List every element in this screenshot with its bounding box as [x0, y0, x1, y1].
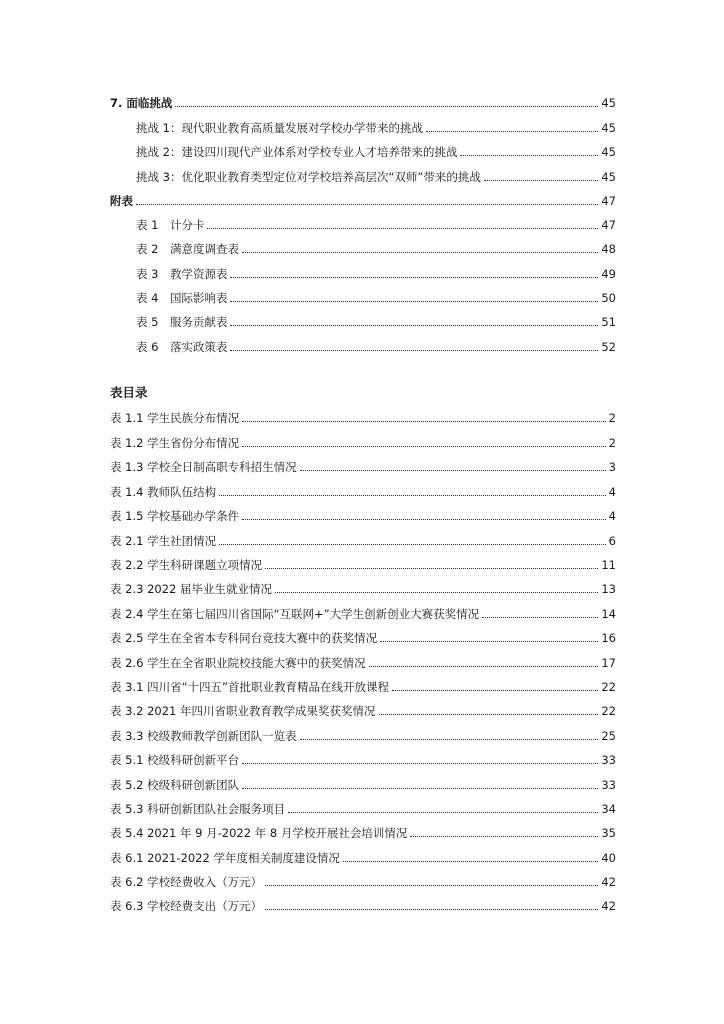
- leader-dots: [265, 909, 598, 910]
- toc-entry-page: 50: [601, 291, 616, 305]
- leader-dots: [242, 446, 606, 447]
- toc-entry-page: 14: [601, 607, 616, 621]
- leader-dots: [410, 836, 598, 837]
- toc-entry-page: 45: [601, 96, 616, 110]
- toc-entry-page: 49: [601, 267, 616, 281]
- toc-entry-title: 表 6.3 学校经费支出（万元）: [110, 899, 263, 913]
- toc-entry-challenge-3[interactable]: [136, 170, 616, 184]
- toc-entry-appendix[interactable]: [110, 194, 616, 208]
- toc-entry-title: 表 3 教学资源表: [136, 267, 228, 281]
- toc-entry-title: 表 4 国际影响表: [136, 291, 228, 305]
- leader-dots: [300, 470, 606, 471]
- toc-entry-title: 表 1.5 学校基础办学条件: [110, 509, 240, 523]
- toc-entry-title: 表 3.2 2021 年四川省职业教育教学成果奖获奖情况: [110, 704, 376, 718]
- toc-entry-title: 表 3.1 四川省“十四五”首批职业教育精品在线开放课程: [110, 680, 390, 694]
- toc-entry-title: 表 1.3 学校全日制高职专科招生情况: [110, 460, 297, 474]
- table-toc-entry[interactable]: [110, 558, 616, 572]
- toc-entry-title: 表 5.3 科研创新团队社会服务项目: [110, 802, 286, 816]
- table-toc-entry[interactable]: [110, 485, 616, 499]
- tables-toc-heading: 表目录: [110, 385, 148, 400]
- toc-entry-page: 4: [608, 509, 616, 523]
- table-toc-entry[interactable]: [110, 802, 616, 816]
- leader-dots: [242, 519, 606, 520]
- table-toc-entry[interactable]: [110, 729, 616, 743]
- table-toc-entry[interactable]: [110, 509, 616, 523]
- leader-dots: [175, 106, 598, 107]
- toc-entry-page: 3: [608, 460, 616, 474]
- toc-entry-page: 48: [601, 242, 616, 256]
- toc-entry-title: 表 5.1 校级科研创新平台: [110, 753, 240, 767]
- toc-entry-appendix-table-4[interactable]: [136, 291, 616, 305]
- toc-entry-title: 表 6.1 2021-2022 学年度相关制度建设情况: [110, 851, 340, 865]
- toc-entry-title: 表 3.3 校级教师教学创新团队一览表: [110, 729, 297, 743]
- toc-entry-title: 表 5.4 2021 年 9 月-2022 年 8 月学校开展社会培训情况: [110, 826, 408, 840]
- toc-entry-title: 表 1.1 学生民族分布情况: [110, 411, 240, 425]
- table-toc-entry[interactable]: [110, 582, 616, 596]
- leader-dots: [369, 666, 599, 667]
- toc-entry-title: 表 2.3 2022 届毕业生就业情况: [110, 582, 273, 596]
- leader-dots: [265, 885, 598, 886]
- toc-entry-page: 13: [601, 582, 616, 596]
- toc-entry-face-challenges[interactable]: [110, 96, 616, 110]
- leader-dots: [392, 690, 598, 691]
- toc-entry-page: 25: [601, 729, 616, 743]
- leader-dots: [207, 228, 598, 229]
- leader-dots: [230, 325, 598, 326]
- leader-dots: [242, 252, 598, 253]
- toc-entry-title: 挑战 1：现代职业教育高质量发展对学校办学带来的挑战: [136, 121, 423, 135]
- toc-entry-title: 表 1 计分卡: [136, 218, 205, 232]
- toc-entry-page: 42: [601, 875, 616, 889]
- table-toc-entry[interactable]: [110, 534, 616, 548]
- toc-entry-page: 51: [601, 315, 616, 329]
- toc-entry-title: 表 1.4 教师队伍结构: [110, 485, 217, 499]
- toc-entry-page: 45: [601, 145, 616, 159]
- toc-entry-page: 22: [601, 680, 616, 694]
- leader-dots: [136, 204, 598, 205]
- leader-dots: [242, 788, 598, 789]
- toc-entry-appendix-table-1[interactable]: [136, 218, 616, 232]
- toc-entry-title: 表 6.2 学校经费收入（万元）: [110, 875, 263, 889]
- toc-entry-title: 表 5 服务贡献表: [136, 315, 228, 329]
- toc-entry-title: 挑战 3：优化职业教育类型定位对学校培养高层次“双师”带来的挑战: [136, 170, 481, 184]
- toc-entry-title: 挑战 2：建设四川现代产业体系对学校专业人才培养带来的挑战: [136, 145, 458, 159]
- toc-entry-title: 表 2.1 学生社团情况: [110, 534, 217, 548]
- toc-entry-page: 45: [601, 170, 616, 184]
- toc-entry-appendix-table-5[interactable]: [136, 315, 616, 329]
- leader-dots: [343, 861, 598, 862]
- toc-entry-challenge-1[interactable]: [136, 121, 616, 135]
- toc-entry-page: 33: [601, 753, 616, 767]
- toc-entry-page: 52: [601, 340, 616, 354]
- toc-entry-page: 4: [608, 485, 616, 499]
- toc-entry-page: 33: [601, 778, 616, 792]
- toc-entry-page: 42: [601, 899, 616, 913]
- toc-entry-title: 表 2.5 学生在全省本专科同台竞技大赛中的获奖情况: [110, 631, 378, 645]
- table-toc-entry[interactable]: [110, 778, 616, 792]
- leader-dots: [460, 155, 598, 156]
- table-toc-entry[interactable]: [110, 753, 616, 767]
- toc-entry-appendix-table-2[interactable]: [136, 242, 616, 256]
- table-toc-entry[interactable]: [110, 631, 616, 645]
- toc-entry-title: 表 2 满意度调查表: [136, 242, 239, 256]
- toc-entry-page: 35: [601, 826, 616, 840]
- table-toc-entry[interactable]: [110, 875, 616, 889]
- leader-dots: [242, 421, 606, 422]
- toc-entry-title: 附表: [110, 194, 133, 208]
- toc-entry-page: 6: [608, 534, 616, 548]
- leader-dots: [219, 544, 606, 545]
- table-toc-entry[interactable]: [110, 607, 616, 621]
- toc-entry-page: 47: [601, 194, 616, 208]
- table-toc-entry[interactable]: [110, 899, 616, 913]
- table-toc-entry[interactable]: [110, 460, 616, 474]
- toc-entry-page: 11: [601, 558, 616, 572]
- table-toc-entry[interactable]: [110, 436, 616, 450]
- leader-dots: [219, 495, 606, 496]
- table-toc-entry[interactable]: [110, 411, 616, 425]
- toc-entry-page: 16: [601, 631, 616, 645]
- leader-dots: [482, 617, 598, 618]
- toc-entry-title: 表 6 落实政策表: [136, 340, 228, 354]
- table-toc-entry[interactable]: [110, 656, 616, 670]
- leader-dots: [275, 592, 598, 593]
- table-toc-entry[interactable]: [110, 826, 616, 840]
- toc-entry-page: 2: [608, 411, 616, 425]
- leader-dots: [484, 180, 598, 181]
- toc-entry-title: 7. 面临挑战: [110, 96, 173, 110]
- toc-entry-title: 表 5.2 校级科研创新团队: [110, 778, 240, 792]
- table-toc-entry[interactable]: [110, 851, 616, 865]
- leader-dots: [379, 714, 599, 715]
- toc-entry-title: 表 1.2 学生省份分布情况: [110, 436, 240, 450]
- leader-dots: [230, 277, 598, 278]
- toc-entry-page: 47: [601, 218, 616, 232]
- toc-entry-appendix-table-3[interactable]: [136, 267, 616, 281]
- toc-entry-page: 34: [601, 802, 616, 816]
- leader-dots: [242, 763, 598, 764]
- leader-dots: [230, 301, 598, 302]
- toc-entry-title: 表 2.6 学生在全省职业院校技能大赛中的获奖情况: [110, 656, 366, 670]
- toc-entry-page: 2: [608, 436, 616, 450]
- leader-dots: [426, 131, 598, 132]
- toc-entry-page: 17: [601, 656, 616, 670]
- table-toc-entry[interactable]: [110, 704, 616, 718]
- leader-dots: [288, 812, 598, 813]
- toc-entry-appendix-table-6[interactable]: [136, 340, 616, 354]
- leader-dots: [380, 641, 598, 642]
- toc-entry-challenge-2[interactable]: [136, 145, 616, 159]
- leader-dots: [265, 568, 598, 569]
- toc-entry-page: 45: [601, 121, 616, 135]
- leader-dots: [300, 739, 599, 740]
- toc-entry-page: 22: [601, 704, 616, 718]
- toc-entry-title: 表 2.2 学生科研课题立项情况: [110, 558, 263, 572]
- table-toc-entry[interactable]: [110, 680, 616, 694]
- toc-entry-title: 表 2.4 学生在第七届四川省国际“互联网+”大学生创新创业大赛获奖情况: [110, 607, 480, 621]
- toc-entry-page: 40: [601, 851, 616, 865]
- leader-dots: [230, 350, 598, 351]
